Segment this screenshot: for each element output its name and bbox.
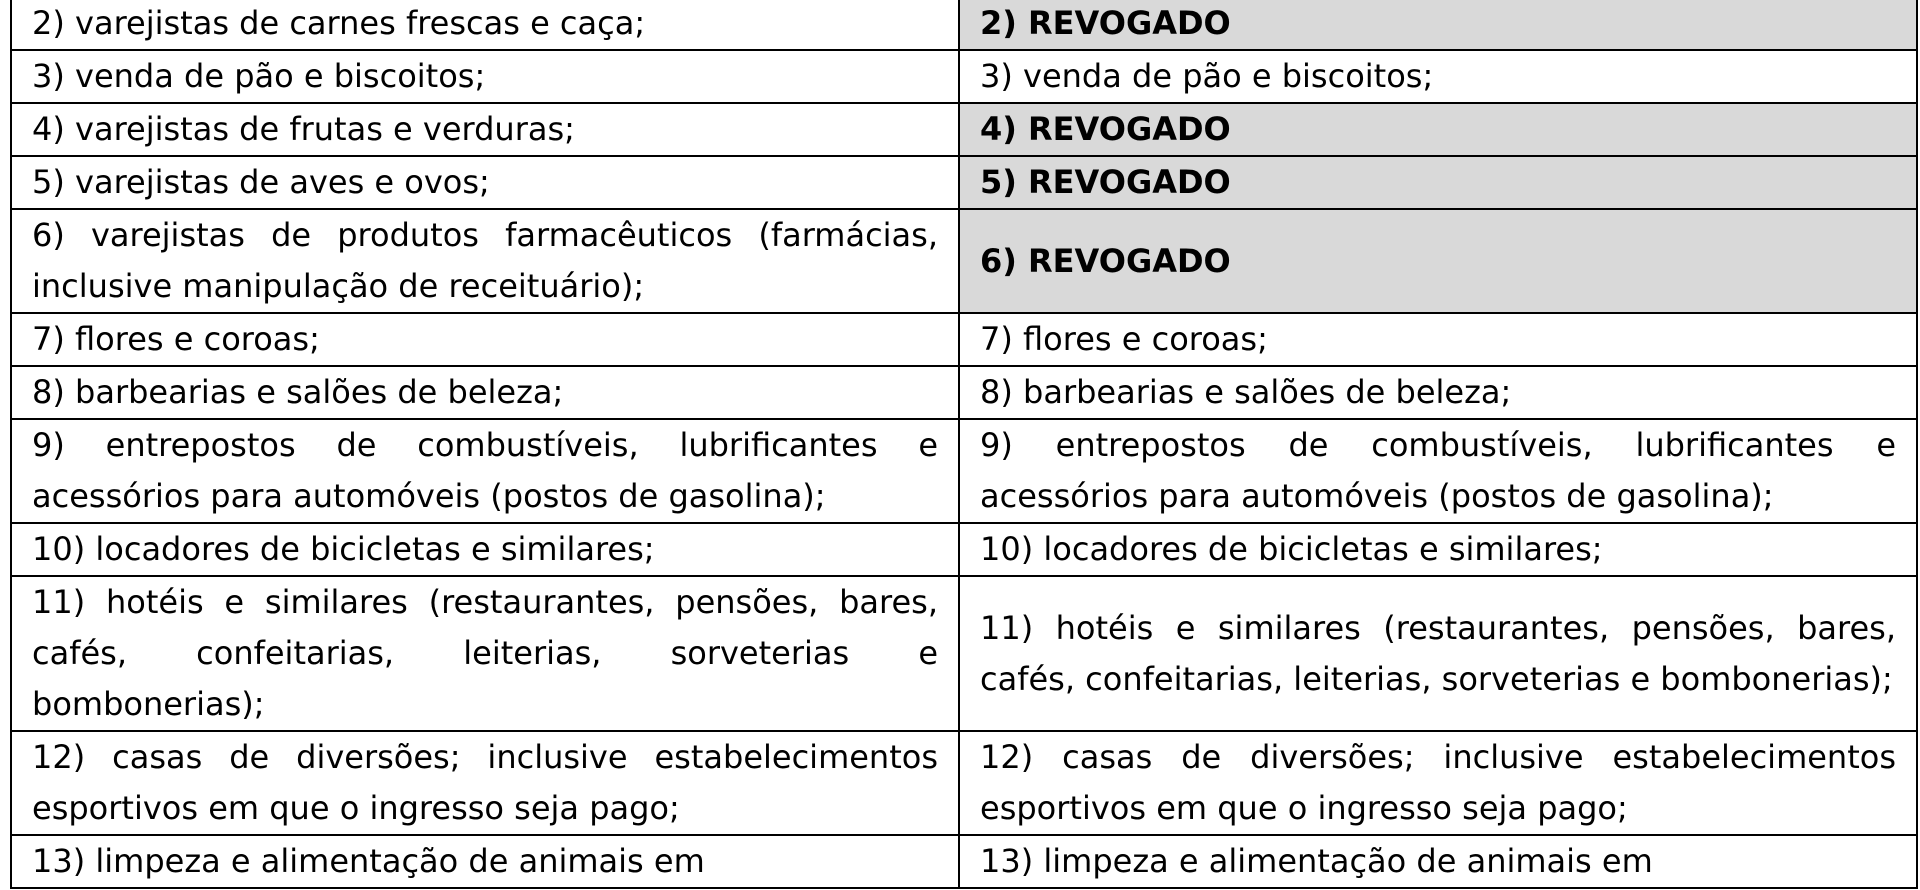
amended-text-cell: 9) entrepostos de combustíveis, lubrificantes e acessórios para automóveis (postos de gasolina); (959, 419, 1917, 523)
amended-text-cell: 8) barbearias e salões de beleza; (959, 366, 1917, 419)
table-row (11, 103, 1917, 156)
table-row (11, 50, 1917, 103)
table-row (11, 576, 1917, 731)
original-text-cell: 12) casas de diversões; inclusive estabelecimentos esportivos em que o ingresso seja pago; (11, 731, 959, 835)
amended-text-cell: 10) locadores de bicicletas e similares; (959, 523, 1917, 576)
original-text-cell: 2) varejistas de carnes frescas e caça; (11, 0, 959, 50)
table-row (11, 419, 1917, 523)
revoked-text-cell: 2) REVOGADO (959, 0, 1917, 50)
table-row (11, 835, 1917, 888)
comparison-table (10, 0, 1918, 889)
original-text-cell: 7) flores e coroas; (11, 313, 959, 366)
original-text-cell: 10) locadores de bicicletas e similares; (11, 523, 959, 576)
table-row (11, 366, 1917, 419)
table-row (11, 0, 1917, 50)
amended-text-cell: 13) limpeza e alimentação de animais em (959, 835, 1917, 888)
table-row (11, 209, 1917, 313)
original-text-cell: 11) hotéis e similares (restaurantes, pensões, bares, cafés, confeitarias, leiterias, sorveterias e bombonerias); (11, 576, 959, 731)
table-row (11, 523, 1917, 576)
amended-text-cell: 12) casas de diversões; inclusive estabelecimentos esportivos em que o ingresso seja pago; (959, 731, 1917, 835)
table-row (11, 156, 1917, 209)
original-text-cell: 6) varejistas de produtos farmacêuticos (farmácias, inclusive manipulação de receituário); (11, 209, 959, 313)
table-row (11, 313, 1917, 366)
original-text-cell: 8) barbearias e salões de beleza; (11, 366, 959, 419)
original-text-cell: 4) varejistas de frutas e verduras; (11, 103, 959, 156)
revoked-text-cell: 4) REVOGADO (959, 103, 1917, 156)
revoked-text-cell: 5) REVOGADO (959, 156, 1917, 209)
amended-text-cell: 7) flores e coroas; (959, 313, 1917, 366)
revoked-text-cell: 6) REVOGADO (959, 209, 1917, 313)
original-text-cell: 5) varejistas de aves e ovos; (11, 156, 959, 209)
table-row (11, 731, 1917, 835)
original-text-cell: 13) limpeza e alimentação de animais em (11, 835, 959, 888)
amended-text-cell: 3) venda de pão e biscoitos; (959, 50, 1917, 103)
original-text-cell: 3) venda de pão e biscoitos; (11, 50, 959, 103)
original-text-cell: 9) entrepostos de combustíveis, lubrificantes e acessórios para automóveis (postos de gasolina); (11, 419, 959, 523)
amended-text-cell: 11) hotéis e similares (restaurantes, pensões, bares, cafés, confeitarias, leiterias, sorveterias e bombonerias); (959, 576, 1917, 731)
